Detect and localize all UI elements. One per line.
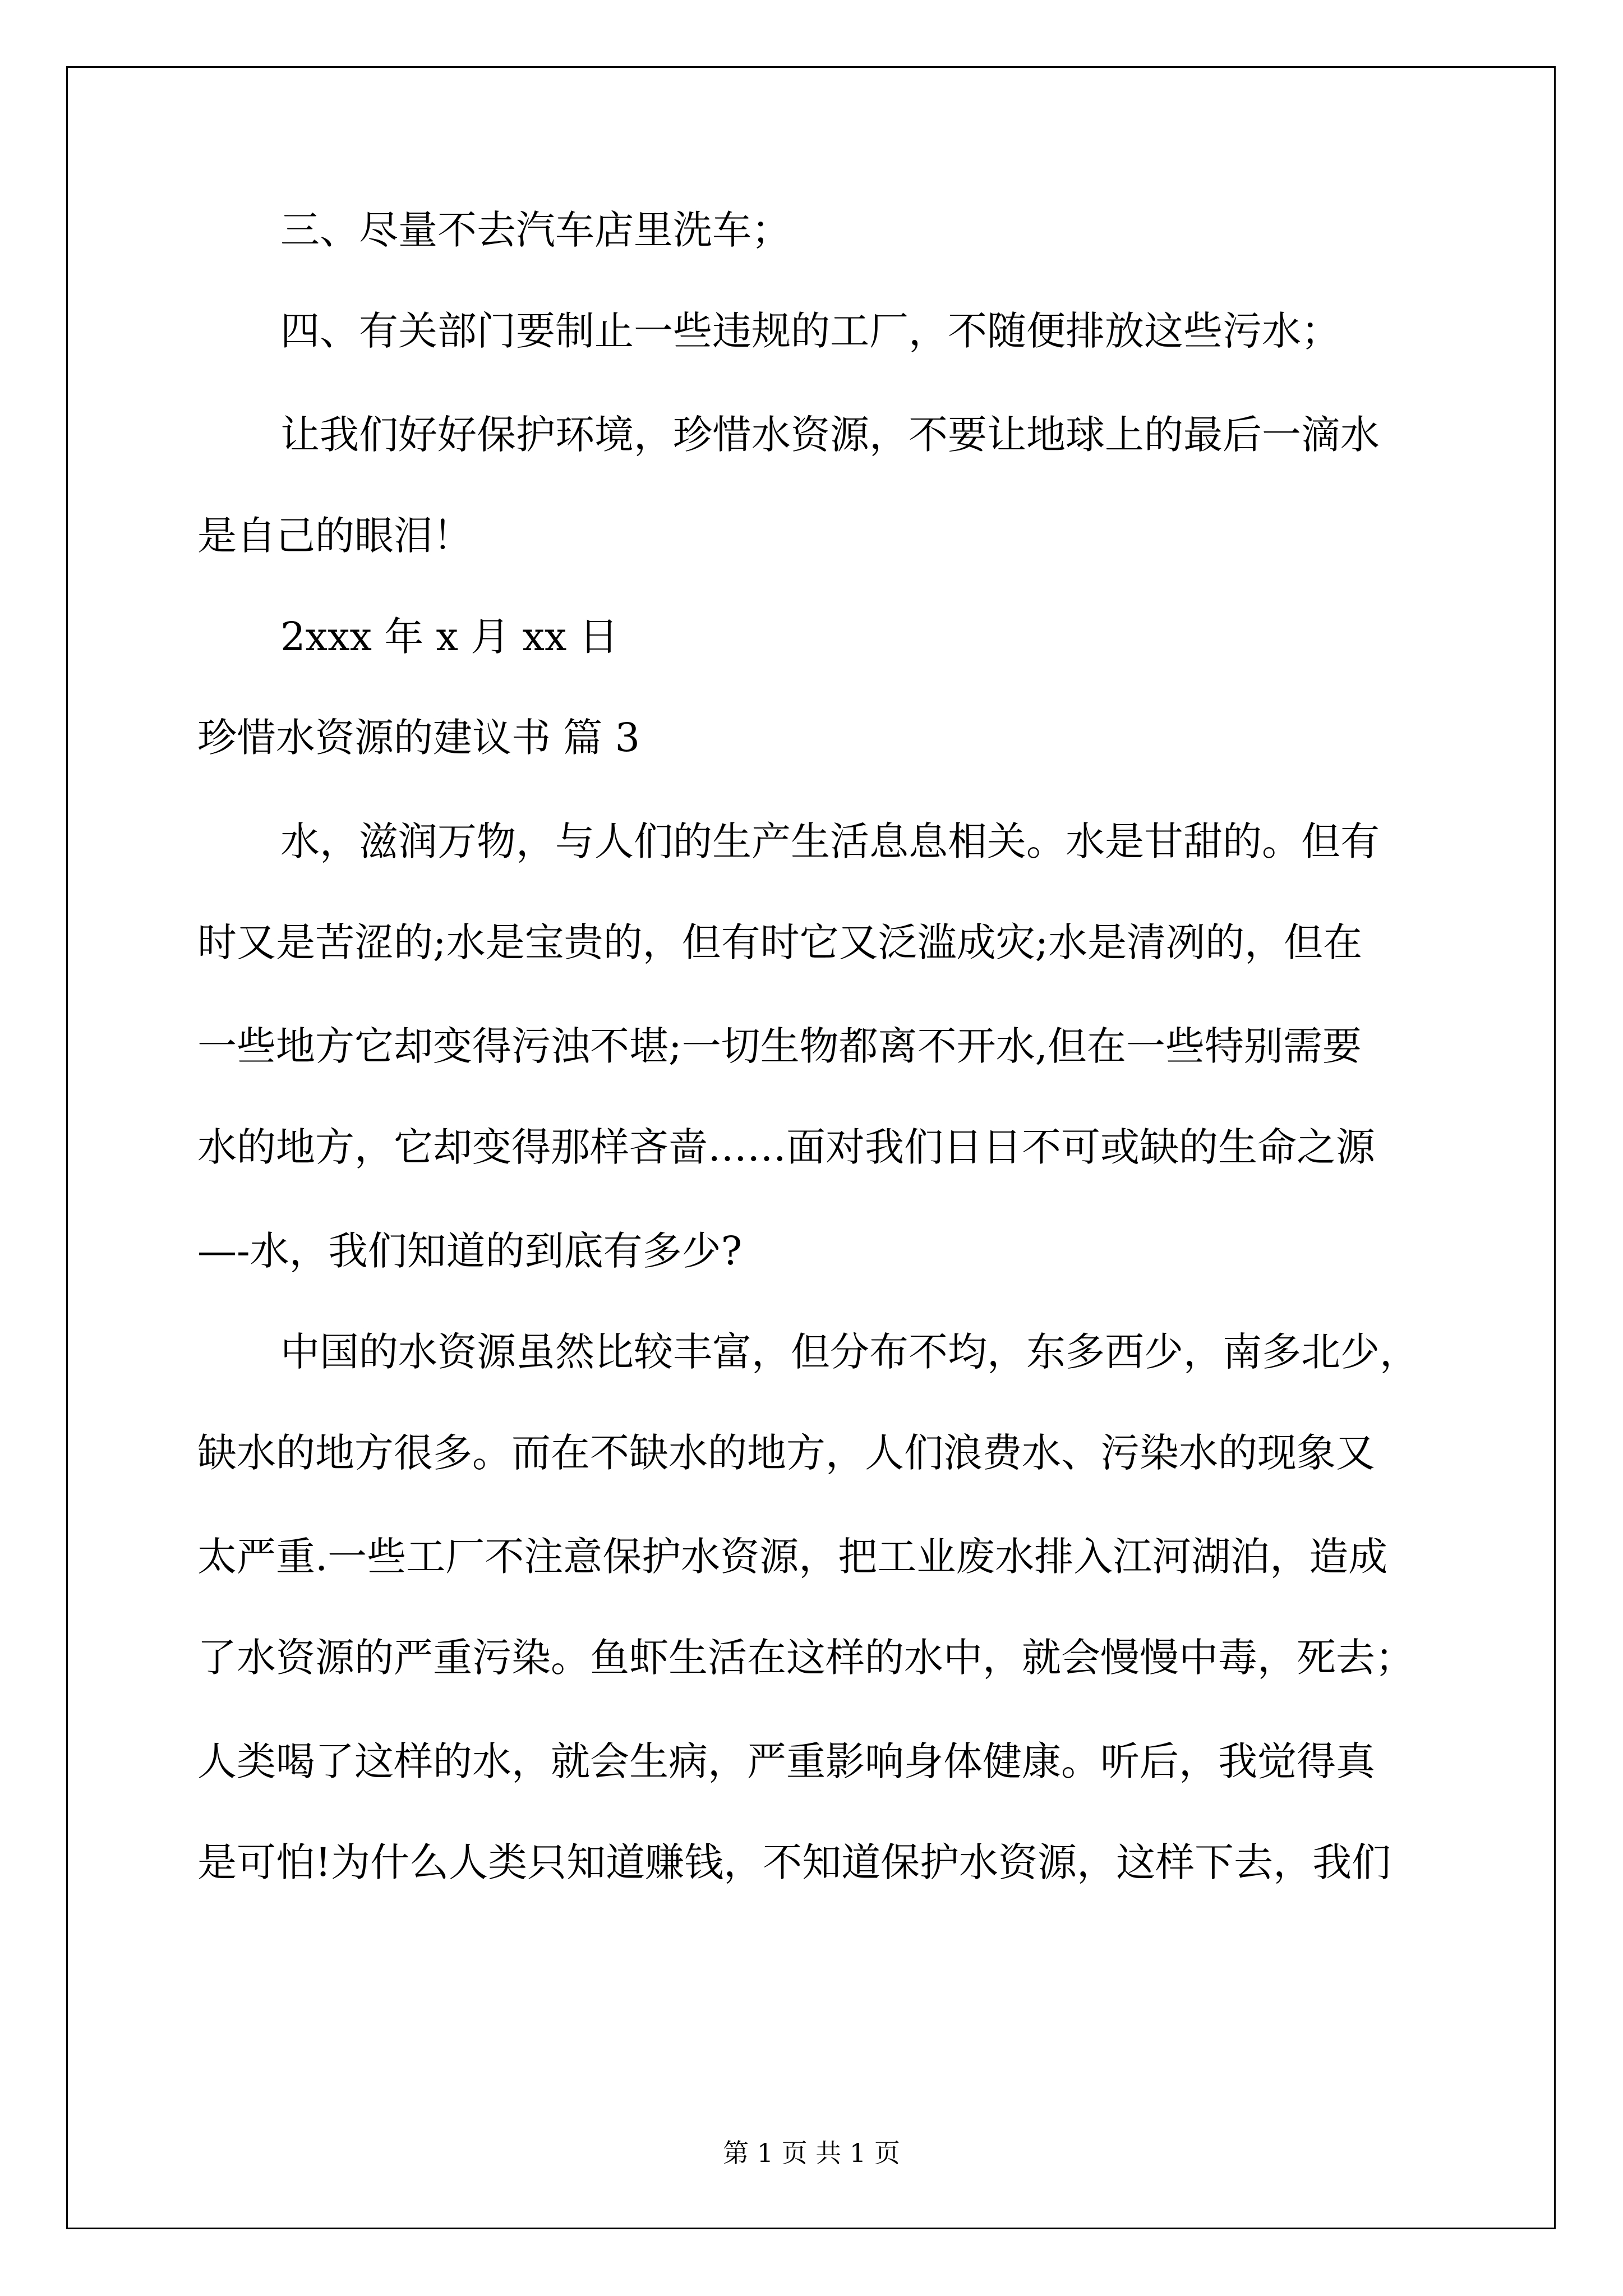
paragraph-line: 是自己的眼泪！ <box>197 513 472 559</box>
paragraph-line: 太严重.一些工厂不注意保护水资源，把工业废水排入江河湖泊，造成 <box>197 1534 1388 1580</box>
paragraph-line: 缺水的地方很多。而在不缺水的地方，人们浪费水、污染水的现象又 <box>197 1430 1375 1476</box>
paragraph-item-3: 三、尽量不去汽车店里洗车； <box>280 207 791 253</box>
paragraph-line: —-水，我们知道的到底有多少? <box>197 1228 743 1274</box>
paragraph-line: 一些地方它却变得污浊不堪;一切生物都离不开水,但在一些特别需要 <box>197 1023 1362 1069</box>
paragraph-line: 中国的水资源虽然比较丰富，但分布不均，东多西少，南多北少， <box>280 1329 1419 1375</box>
paragraph-line: 人类喝了这样的水，就会生病，严重影响身体健康。听后，我觉得真 <box>197 1738 1375 1784</box>
paragraph-line: 时又是苦涩的;水是宝贵的，但有时它又泛滥成灾;水是清冽的，但在 <box>197 919 1363 965</box>
page-footer: 第 1 页 共 1 页 <box>723 2138 900 2168</box>
paragraph-line: 让我们好好保护环境，珍惜水资源，不要让地球上的最后一滴水 <box>280 412 1380 458</box>
paragraph-line: 了水资源的严重污染。鱼虾生活在这样的水中，就会慢慢中毒，死去； <box>197 1635 1414 1681</box>
date-line: 2xxx 年 x 月 xx 日 <box>280 614 619 660</box>
paragraph-line: 水的地方，它却变得那样吝啬……面对我们日日不可或缺的生命之源 <box>197 1124 1375 1170</box>
section-heading: 珍惜水资源的建议书 篇 3 <box>197 715 640 761</box>
paragraph-item-4: 四、有关部门要制止一些违规的工厂，不随便排放这些污水； <box>280 308 1340 354</box>
paragraph-line: 是可怕!为什么人类只知道赚钱，不知道保护水资源，这样下去，我们 <box>197 1839 1391 1885</box>
paragraph-line: 水，滋润万物，与人们的生产生活息息相关。水是甘甜的。但有 <box>280 818 1380 864</box>
